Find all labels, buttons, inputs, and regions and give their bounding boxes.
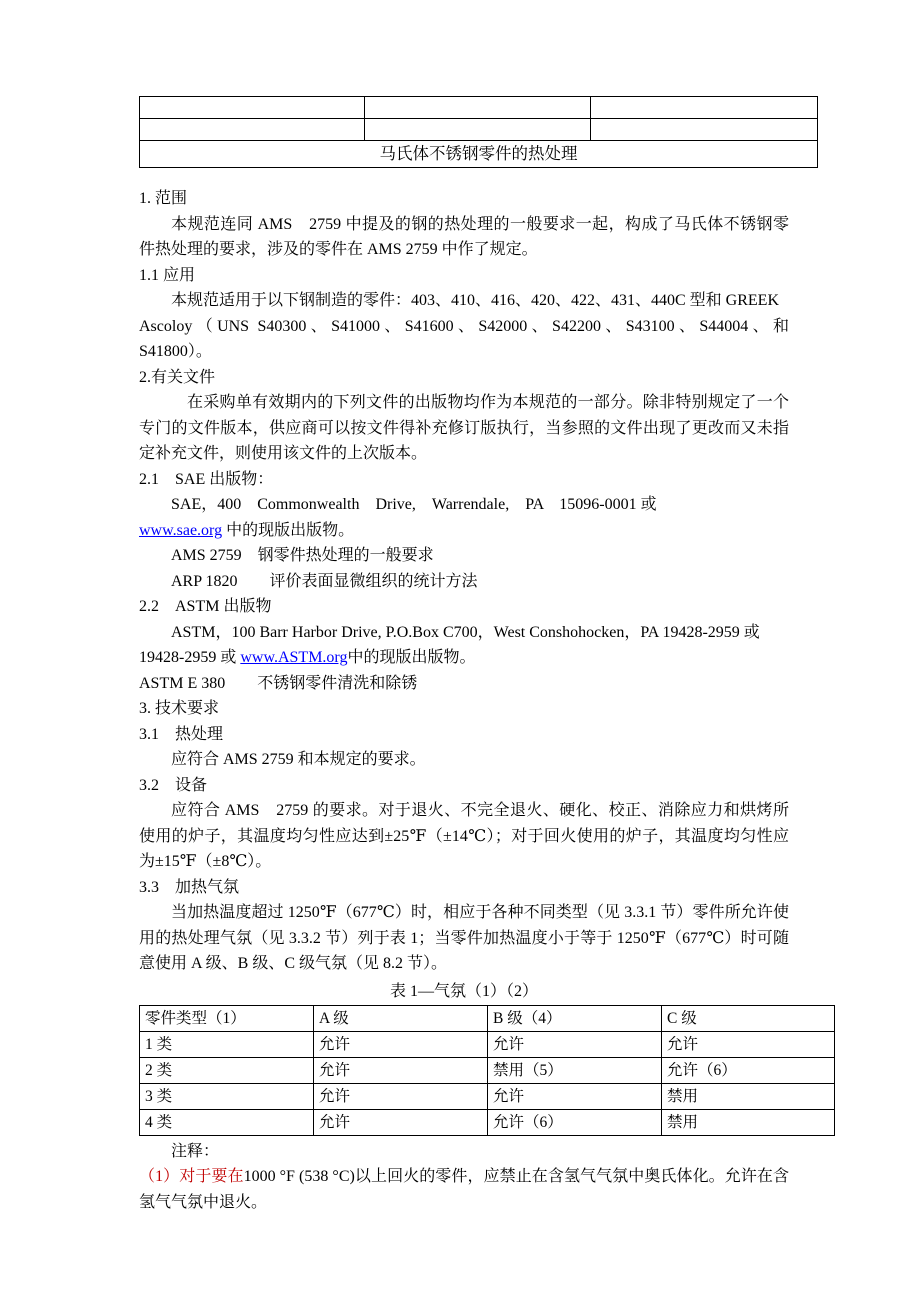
section-3-3-heading: 3.3 加热气氛	[139, 878, 240, 896]
section-2-body: 在采购单有效期内的下列文件的出版物均作为本规范的一部分。除非特别规定了一个专门的文件版本，供应商可以按文件得补充修订版执行，当参照的文件出现了更改而又未指定补充文件，则使用该文件的上次版本。	[139, 394, 789, 462]
section-3-2-body: 应符合 AMS 2759 的要求。对于退火、不完全退火、硬化、校正、消除应力和烘烤所使用的炉子，其温度均匀性应达到±25℉（±14℃）；对于回火使用的炉子，其温度均匀性应为±15℉（±8℃）。	[139, 802, 789, 870]
cell: 2 类	[140, 1057, 314, 1083]
table-row	[140, 1109, 835, 1135]
cell: 允许	[662, 1031, 835, 1057]
cell: 允许	[488, 1031, 662, 1057]
section-3-3-body: 当加热温度超过 1250℉（677℃）时，相应于各种不同类型（见 3.3.1 节）零件所允许使用的热处理气氛（见 3.3.2 节）列于表 1；当零件加热温度小于等于 1250℉（677℃）时可随意使用 A 级、B 级、C 级气氛（见 8.2 节）。	[139, 904, 789, 972]
cell: 禁用（5）	[488, 1057, 662, 1083]
cell: 禁用	[662, 1109, 835, 1135]
header-cell	[591, 119, 818, 141]
section-2-2-heading: 2.2 ASTM 出版物	[139, 598, 272, 615]
section-2-2-item-1: ASTM E 380 不锈钢零件清洗和除锈	[139, 674, 418, 692]
cell: 3 类	[140, 1083, 314, 1109]
table-row	[140, 1057, 835, 1083]
cell: 允许	[314, 1031, 488, 1057]
section-3-1-heading: 3.1 热处理	[139, 725, 224, 743]
section-2-1-body-b	[139, 518, 789, 544]
section-1-heading: 1. 范围	[139, 190, 188, 207]
cell: 允许（6）	[488, 1109, 662, 1135]
table-row	[140, 141, 818, 168]
section-3-heading: 3. 技术要求	[139, 700, 220, 717]
column-header-class-a: A 级	[314, 1005, 488, 1031]
astm-link-suffix: 中的现版出版物。	[347, 649, 476, 666]
section-1-1-body-a: 本规范适用于以下钢制造的零件：403、410、416、420、422、431、440C 型和 GREEK	[171, 292, 780, 309]
table-1-caption: 表 1—气氛（1）（2）	[389, 982, 538, 1000]
notes-heading: 注释：	[171, 1142, 220, 1160]
cell: 1 类	[140, 1031, 314, 1057]
note-1-suffix: 以上回火的零件，应禁止在含氢气气氛中奥氏体化。允许在含氢气气氛中退火。	[139, 1168, 789, 1211]
note-1	[139, 1164, 789, 1215]
section-3-2-heading: 3.2 设备	[139, 776, 208, 794]
astm-link[interactable]: www.ASTM.org	[240, 649, 348, 666]
note-1-prefix: （1）对于要在	[139, 1168, 244, 1185]
table-row	[140, 97, 818, 119]
header-cell	[365, 119, 591, 141]
table-header-row	[140, 1005, 835, 1031]
section-1-1-body-b: Ascoloy（UNS S40300、S41000、S41600、S42000、S42200、S43100、S44004、和 S41800）。	[139, 317, 789, 360]
section-2-1-item-1: AMS 2759 钢零件热处理的一般要求	[171, 547, 434, 564]
sae-link-suffix: 中的现版出版物。	[226, 521, 355, 539]
note-1-mid: 1000 °F (538 °C)	[243, 1168, 355, 1185]
cell: 允许	[314, 1057, 488, 1083]
cell: 允许（6）	[662, 1057, 835, 1083]
cell: 允许	[314, 1083, 488, 1109]
section-2-heading: 2.有关文件	[139, 368, 216, 386]
cell: 允许	[314, 1109, 488, 1135]
header-cell	[140, 119, 365, 141]
section-2-1-body-a: SAE，400 Commonwealth Drive, Warrendale, PA 15096-0001 或	[171, 496, 657, 513]
table-row	[140, 119, 818, 141]
section-2-1-heading: 2.1 SAE 出版物：	[139, 470, 274, 488]
section-1-body: 本规范连同 AMS 2759 中提及的钢的热处理的一般要求一起，构成了马氏体不锈钢零件热处理的要求，涉及的零件在 AMS 2759 中作了规定。	[139, 215, 789, 258]
column-header-class-c: C 级	[662, 1005, 835, 1031]
document-title: 马氏体不锈钢零件的热处理	[140, 141, 818, 168]
header-table	[139, 96, 818, 168]
column-header-part-type: 零件类型（1）	[140, 1005, 314, 1031]
cell: 允许	[488, 1083, 662, 1109]
cell: 禁用	[662, 1083, 835, 1109]
table-row	[140, 1083, 835, 1109]
header-cell	[591, 97, 818, 119]
section-3-1-body: 应符合 AMS 2759 和本规定的要求。	[171, 751, 426, 768]
atmosphere-table	[139, 1005, 835, 1136]
astm-address-cont: 19428-2959 或	[139, 649, 241, 666]
header-cell	[140, 97, 365, 119]
section-2-1-item-2: ARP 1820 评价表面显微组织的统计方法	[171, 572, 478, 590]
cell: 4 类	[140, 1109, 314, 1135]
column-header-class-b: B 级（4）	[488, 1005, 662, 1031]
section-1-1-heading: 1.1 应用	[139, 266, 196, 284]
sae-link[interactable]: www.sae.org	[139, 521, 223, 539]
table-row	[140, 1031, 835, 1057]
section-2-2-body-b	[139, 645, 789, 671]
header-cell	[365, 97, 591, 119]
section-2-2-body-a: ASTM，100 Barr Harbor Drive, P.O.Box C700，West Conshohocken，PA 19428-2959 或	[171, 623, 760, 641]
